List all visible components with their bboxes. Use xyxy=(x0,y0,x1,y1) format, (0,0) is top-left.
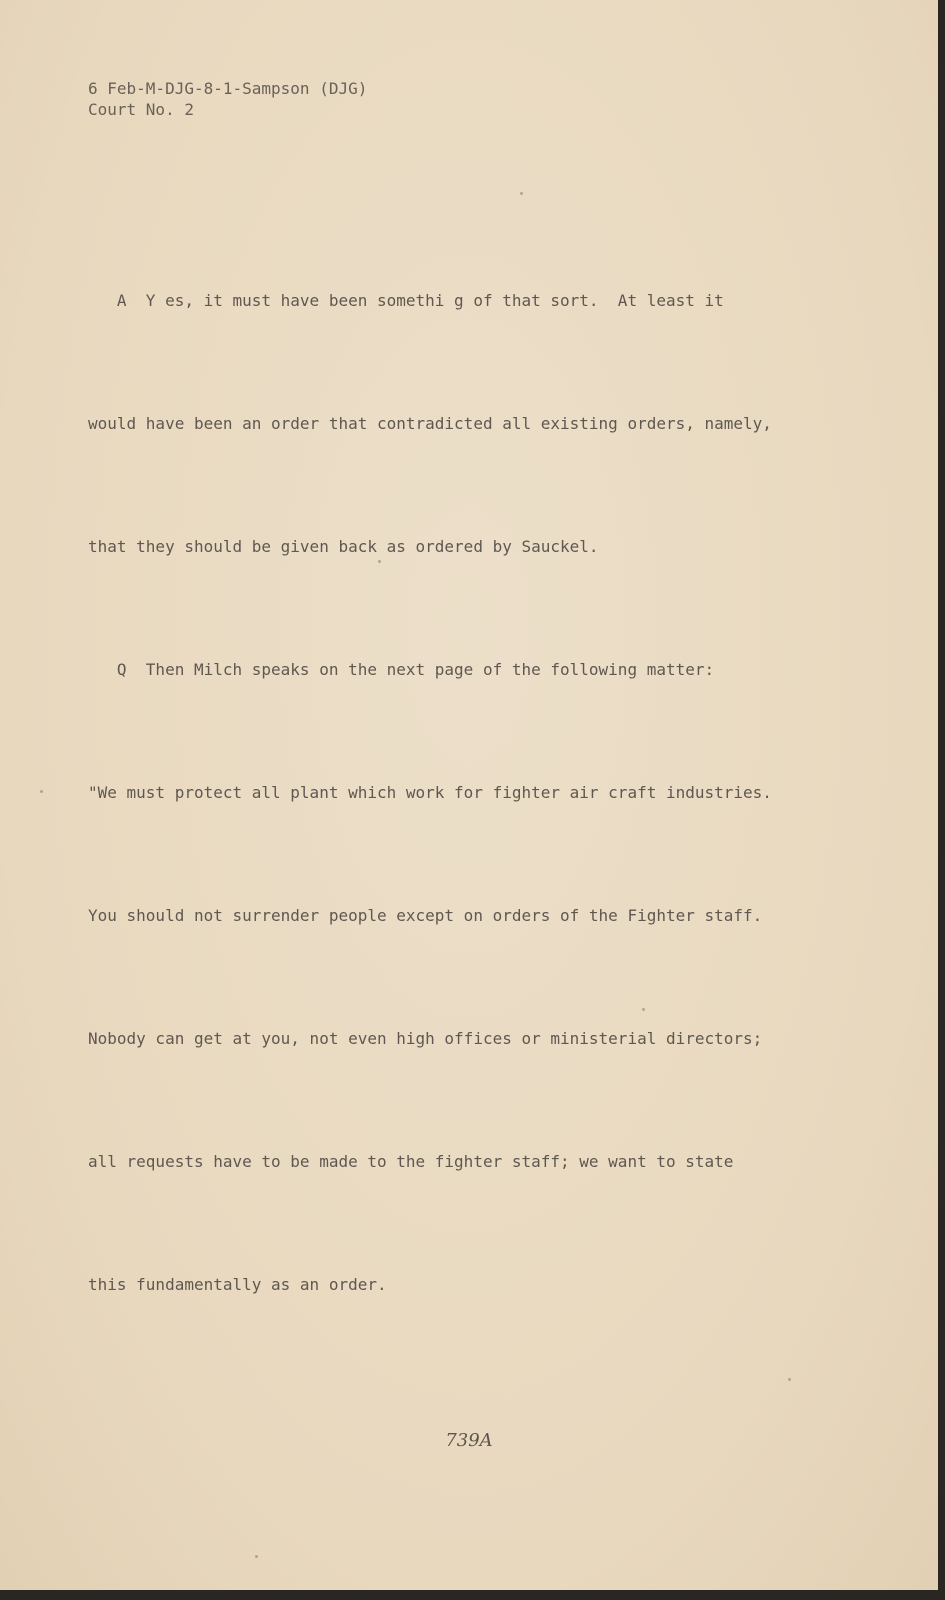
transcript-body xyxy=(88,198,828,1387)
scan-border-right xyxy=(938,0,945,1600)
header-court-line: Court No. 2 xyxy=(88,100,194,119)
transcript-line: all requests have to be made to the fighter staff; we want to state xyxy=(88,1152,734,1171)
scan-border-bottom xyxy=(0,1590,945,1600)
paper-speck xyxy=(40,790,43,793)
transcript-line: that they should be given back as ordered by Sauckel. xyxy=(88,537,599,556)
paper-speck xyxy=(788,1378,791,1381)
transcript-line: A Y es, it must have been somethi g of that sort. At least it xyxy=(88,291,724,310)
header-session-line: 6 Feb-M-DJG-8-1-Sampson (DJG) xyxy=(88,79,368,98)
transcript-line: Nobody can get at you, not even high offices or ministerial directors; xyxy=(88,1029,763,1048)
page-number: 739A xyxy=(445,1430,493,1451)
transcript-line: this fundamentally as an order. xyxy=(88,1275,387,1294)
transcript-line: You should not surrender people except on orders of the Fighter staff. xyxy=(88,906,763,925)
paper-speck xyxy=(378,560,381,563)
paper-speck xyxy=(520,192,523,195)
paper-speck xyxy=(642,1008,645,1011)
transcript-line: Q Then Milch speaks on the next page of the following matter: xyxy=(88,660,715,679)
paper-speck xyxy=(255,1555,258,1558)
transcript-line: "We must protect all plant which work for fighter air craft industries. xyxy=(88,783,772,802)
document-header xyxy=(88,78,367,120)
transcript-line: would have been an order that contradicted all existing orders, namely, xyxy=(88,414,772,433)
